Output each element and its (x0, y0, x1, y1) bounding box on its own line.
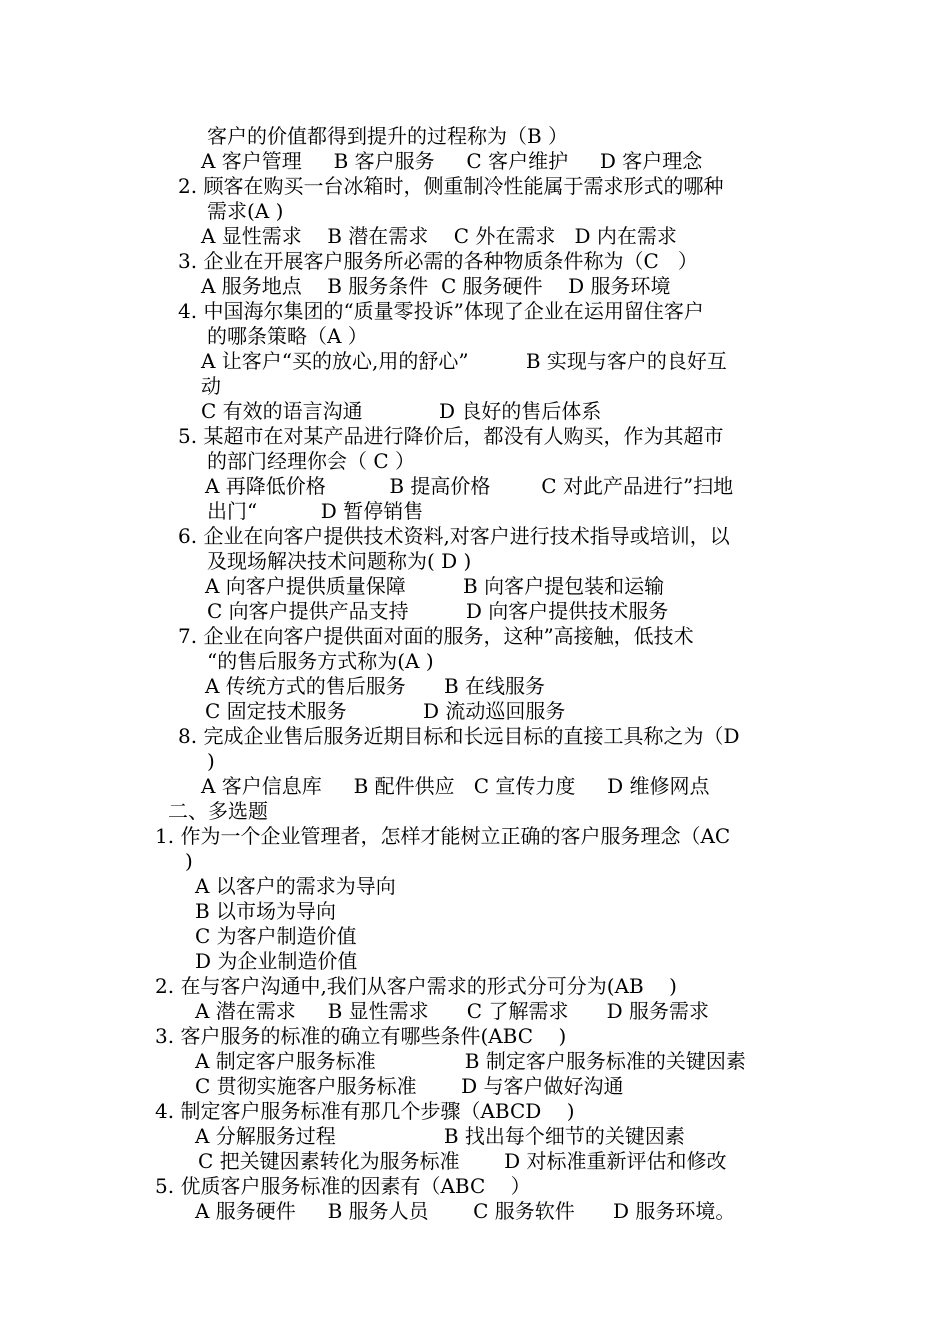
text-line: 4. 制定客户服务标准有那几个步骤（ABCD ) (155, 1099, 575, 1123)
text-line: A 服务硬件 B 服务人员 C 服务软件 D 服务环境。 (195, 1199, 736, 1223)
text-line: C 贯彻实施客户服务标准 D 与客户做好沟通 (195, 1074, 624, 1098)
text-line: ) (185, 849, 193, 873)
text-line: C 把关键因素转化为服务标准 D 对标准重新评估和修改 (198, 1149, 727, 1173)
text-line: 1. 作为一个企业管理者，怎样才能树立正确的客户服务理念（AC (155, 824, 731, 848)
text-line: A 传统方式的售后服务 B 在线服务 (205, 674, 545, 698)
text-line: 3. 企业在开展客户服务所必需的各种物质条件称为（C ） (178, 249, 698, 273)
text-line: 3. 客户服务的标准的确立有哪些条件(ABC ) (155, 1024, 567, 1048)
text-line: 2. 在与客户沟通中,我们从客户需求的形式分可分为(AB ) (155, 974, 677, 998)
text-line: ) (207, 749, 215, 773)
text-line: A 向客户提供质量保障 B 向客户提包装和运输 (205, 574, 665, 598)
text-line: 的部门经理你会（ C ） (207, 449, 416, 473)
text-line: 的哪条策略（A ） (207, 324, 368, 348)
text-line: 动 (201, 374, 221, 398)
section-heading: 二、多选题 (168, 799, 268, 823)
text-line: 6. 企业在向客户提供技术资料,对客户进行技术指导或培训，以 (178, 524, 730, 548)
text-line: B 以市场为导向 (195, 899, 337, 923)
text-line: 2. 顾客在购买一台冰箱时，侧重制冷性能属于需求形式的哪种 (178, 174, 724, 198)
text-line: 4. 中国海尔集团的“质量零投诉”体现了企业在运用留住客户 (178, 299, 704, 323)
text-line: A 潜在需求 B 显性需求 C 了解需求 D 服务需求 (195, 999, 709, 1023)
text-line: 及现场解决技术问题称为( D ) (207, 549, 472, 573)
text-line: D 为企业制造价值 (195, 949, 358, 973)
text-line: A 制定客户服务标准 B 制定客户服务标准的关键因素 (195, 1049, 746, 1073)
text-line: C 为客户制造价值 (195, 924, 357, 948)
text-line: “的售后服务方式称为(A ) (207, 649, 434, 673)
text-line: A 服务地点 B 服务条件 C 服务硬件 D 服务环境 (201, 274, 671, 298)
text-line: C 有效的语言沟通 D 良好的售后体系 (201, 399, 602, 423)
text-line: A 客户信息库 B 配件供应 C 宣传力度 D 维修网点 (201, 774, 710, 798)
text-line: 5. 优质客户服务标准的因素有（ABC ） (155, 1174, 531, 1198)
text-line: 客户的价值都得到提升的过程称为（B ） (207, 124, 569, 148)
text-line: 出门“ D 暂停销售 (207, 499, 424, 523)
text-line: A 显性需求 B 潜在需求 C 外在需求 D 内在需求 (201, 224, 677, 248)
text-line: A 客户管理 B 客户服务 C 客户维护 D 客户理念 (201, 149, 703, 173)
text-line: A 以客户的需求为导向 (195, 874, 396, 898)
text-line: 7. 企业在向客户提供面对面的服务，这种”高接触，低技术 (178, 624, 694, 648)
text-line: C 向客户提供产品支持 D 向客户提供技术服务 (207, 599, 669, 623)
text-line: 需求(A ) (207, 199, 284, 223)
text-line: C 固定技术服务 D 流动巡回服务 (205, 699, 566, 723)
text-line: 5. 某超市在对某产品进行降价后，都没有人购买，作为其超市 (178, 424, 724, 448)
text-line: A 分解服务过程 B 找出每个细节的关键因素 (195, 1124, 685, 1148)
text-line: A 让客户“买的放心,用的舒心” B 实现与客户的良好互 (201, 349, 727, 373)
text-line: 8. 完成企业售后服务近期目标和长远目标的直接工具称之为（D (178, 724, 740, 748)
text-line: A 再降低价格 B 提高价格 C 对此产品进行”扫地 (205, 474, 734, 498)
